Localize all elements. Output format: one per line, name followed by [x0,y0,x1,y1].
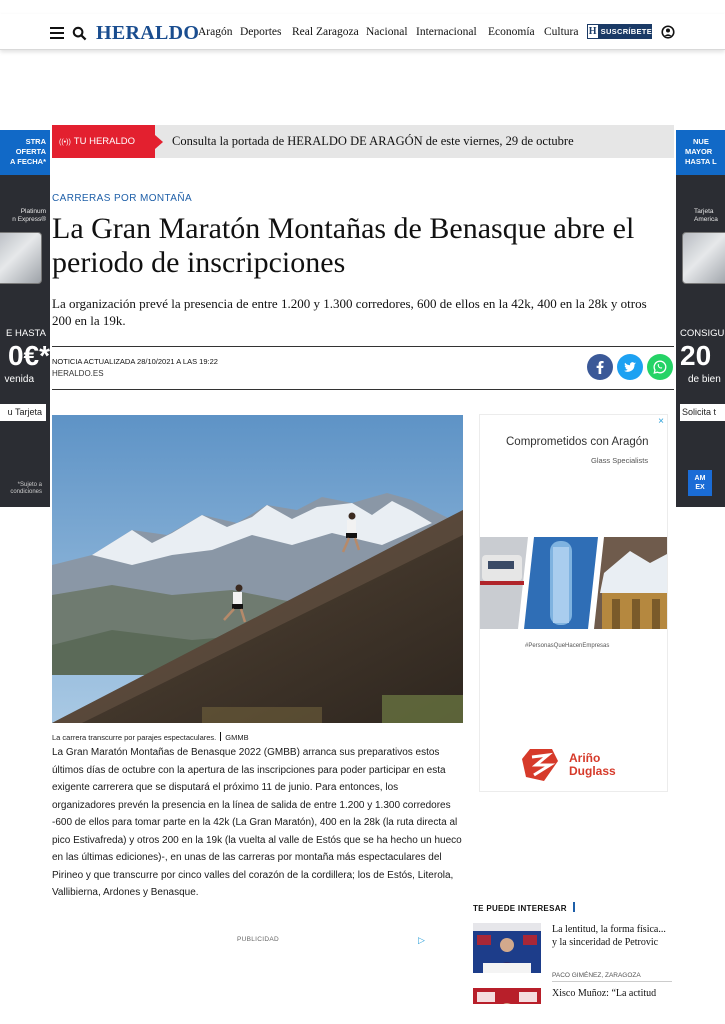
article-source: HERALDO.ES [52,369,104,378]
whatsapp-icon [647,354,673,380]
left-ad-fine-line: condiciones [10,489,42,495]
left-ad-button[interactable]: u Tarjeta [0,404,46,421]
left-ad-offer-box [0,130,50,175]
site-header [0,14,725,50]
tu-heraldo-label: TU HERALDO [73,136,136,147]
left-ad-line: A FECHA* [10,157,46,166]
nav-item-internacional[interactable]: Internacional [416,26,477,38]
facebook-share-icon[interactable] [587,354,613,380]
ad-label: PUBLICIDAD [237,936,280,943]
related-heading-text: TE PUEDE INTERESAR [473,904,567,913]
amex-logo-line: AM [694,475,706,482]
right-ad-sub: de bien [688,374,721,385]
sidebar-ad[interactable] [479,414,668,792]
mountain-runners-photo [52,415,463,723]
photo-caption [52,732,249,742]
right-ad-upto: CONSIGU [680,328,725,339]
amex-logo-line: EX [695,484,705,491]
banner-link[interactable]: Consulta la portada de HERALDO DE ARAGÓN de este viernes, 29 de octubre [172,134,574,148]
divider [52,346,674,347]
brand-line: Ariño [569,751,601,765]
right-ad-caption-line: Tarjeta [694,208,714,215]
subscribe-logo-badge: H [588,26,597,37]
amex-logo [688,470,712,496]
whatsapp-share-icon[interactable] [647,354,673,380]
left-ad-caption-line: Platinum [20,208,46,215]
right-ad-offer-box [676,130,725,175]
twitter-icon [617,354,643,380]
menu-icon[interactable] [50,27,64,39]
nav-item-economia[interactable]: Economía [488,26,535,38]
related-heading [473,902,575,913]
adchoices-icon[interactable]: ▷ [418,935,425,945]
close-icon[interactable]: × [658,416,664,427]
broadcast-icon: ((•)) [59,139,71,146]
page-bottom-edge [0,1004,725,1024]
right-ad-line: NUE [693,137,709,146]
right-ad-line: MAYOR [685,147,713,156]
nav-item-nacional[interactable]: Nacional [366,26,408,38]
search-icon[interactable] [72,26,87,41]
left-ad-caption-line: n Express® [12,216,46,223]
caption-separator [220,732,221,741]
nav-item-real-zaragoza[interactable]: Real Zaragoza [292,26,359,38]
brand-line: Duglass [569,764,616,778]
arino-duglass-brand [569,752,616,778]
right-ad-line: HASTA L [685,157,717,166]
nav-item-cultura[interactable]: Cultura [544,26,579,38]
article-lead: La organización prevé la presencia de entre 1.200 y 1.300 corredores, 600 de ellos en la 42k, 400 en la 28k y otros 200 en la 19k. [52,296,647,328]
credit-card-image [0,232,42,284]
divider [52,389,674,390]
press-conference-photo [473,923,541,973]
site-logo[interactable]: HERALDO [96,22,200,44]
facebook-icon [587,354,613,380]
sidebar-ad-hashtag: #PersonasQueHacenEmpresas [525,643,610,649]
left-ad-line: OFERTA [15,147,46,156]
heading-accent [573,902,575,912]
left-ad-fine-print [10,482,42,496]
credit-card-image [682,232,725,284]
left-ad-line: STRA [25,137,46,146]
nav-item-deportes[interactable]: Deportes [240,26,282,38]
caption-text: La carrera transcurre por parajes espectaculares. [52,733,217,742]
left-ad-fine-line: *Sujeto a [17,482,42,488]
divider [552,981,672,982]
right-ad-card-caption [694,208,718,224]
article-photo[interactable] [52,415,463,723]
left-ad-sub: venida [4,374,34,385]
related-title[interactable]: Xisco Muñoz: “La actitud [552,988,657,999]
nav-item-aragon[interactable]: Aragón [198,26,233,38]
related-byline: PACO GIMÉNEZ, ZARAGOZA [552,972,641,979]
tu-heraldo-banner[interactable] [52,125,674,158]
sidebar-ad-subline: Glass Specialists [591,456,649,465]
photo-credit: GMMB [225,733,249,742]
left-ad-amount: 0€* [7,340,50,371]
related-thumbnail[interactable] [473,923,541,973]
ad-collage-image [480,533,668,629]
left-ad-card-caption [12,208,46,224]
right-side-ad[interactable] [676,130,725,507]
tu-heraldo-badge[interactable] [52,125,155,158]
related-title[interactable]: La lentitud, la forma física... y la sinceridad de Petrovic [552,924,666,948]
right-ad-button[interactable]: Solicita t [680,404,725,421]
sidebar-ad-headline: Comprometidos con Aragón [506,436,649,448]
article-date: NOTICIA ACTUALIZADA 28/10/2021 A LAS 19:22 [52,357,218,366]
user-account-icon[interactable] [661,25,675,39]
left-ad-upto: E HASTA [6,328,46,339]
right-ad-caption-line: America [694,216,718,223]
section-label[interactable]: CARRERAS POR MONTAÑA [52,193,193,204]
subscribe-label: SUSCRÍBETE [600,27,652,36]
left-side-ad[interactable] [0,130,50,507]
arino-duglass-logo-icon [522,743,562,783]
article-title: La Gran Maratón Montañas de Benasque abre el periodo de inscripciones [52,212,635,279]
article-body: La Gran Maratón Montañas de Benasque 2022 (GMBB) arranca sus preparativos estos últimos días de octubre con la apertura de las inscripciones para poder participar en esta exigente carrerera que se disputará el próximo 11 de junio. Para entonces, los organizadores prevén la presencia en la línea de salida de entre 1.200 y 1.300 corredores -600 de ellos para tomar parte en la 42k (La Gran Maratón), 400 en la 28k (la ruta directa al pico Estivafreda) y otros 200 en la 19k (la vuelta al valle de Estós que se ha hecho un hueco en las últimas ediciones)-, en unas de las carreras por montaña más espectaculares del Pirineo y que transcurre por cinco valles del corazón de la cordillera; los de Estós, Literola, Vallibierna, Ardones y Benasque. [52,747,462,898]
right-ad-amount: 20 [680,340,712,371]
twitter-share-icon[interactable] [617,354,643,380]
subscribe-button[interactable] [587,24,652,39]
